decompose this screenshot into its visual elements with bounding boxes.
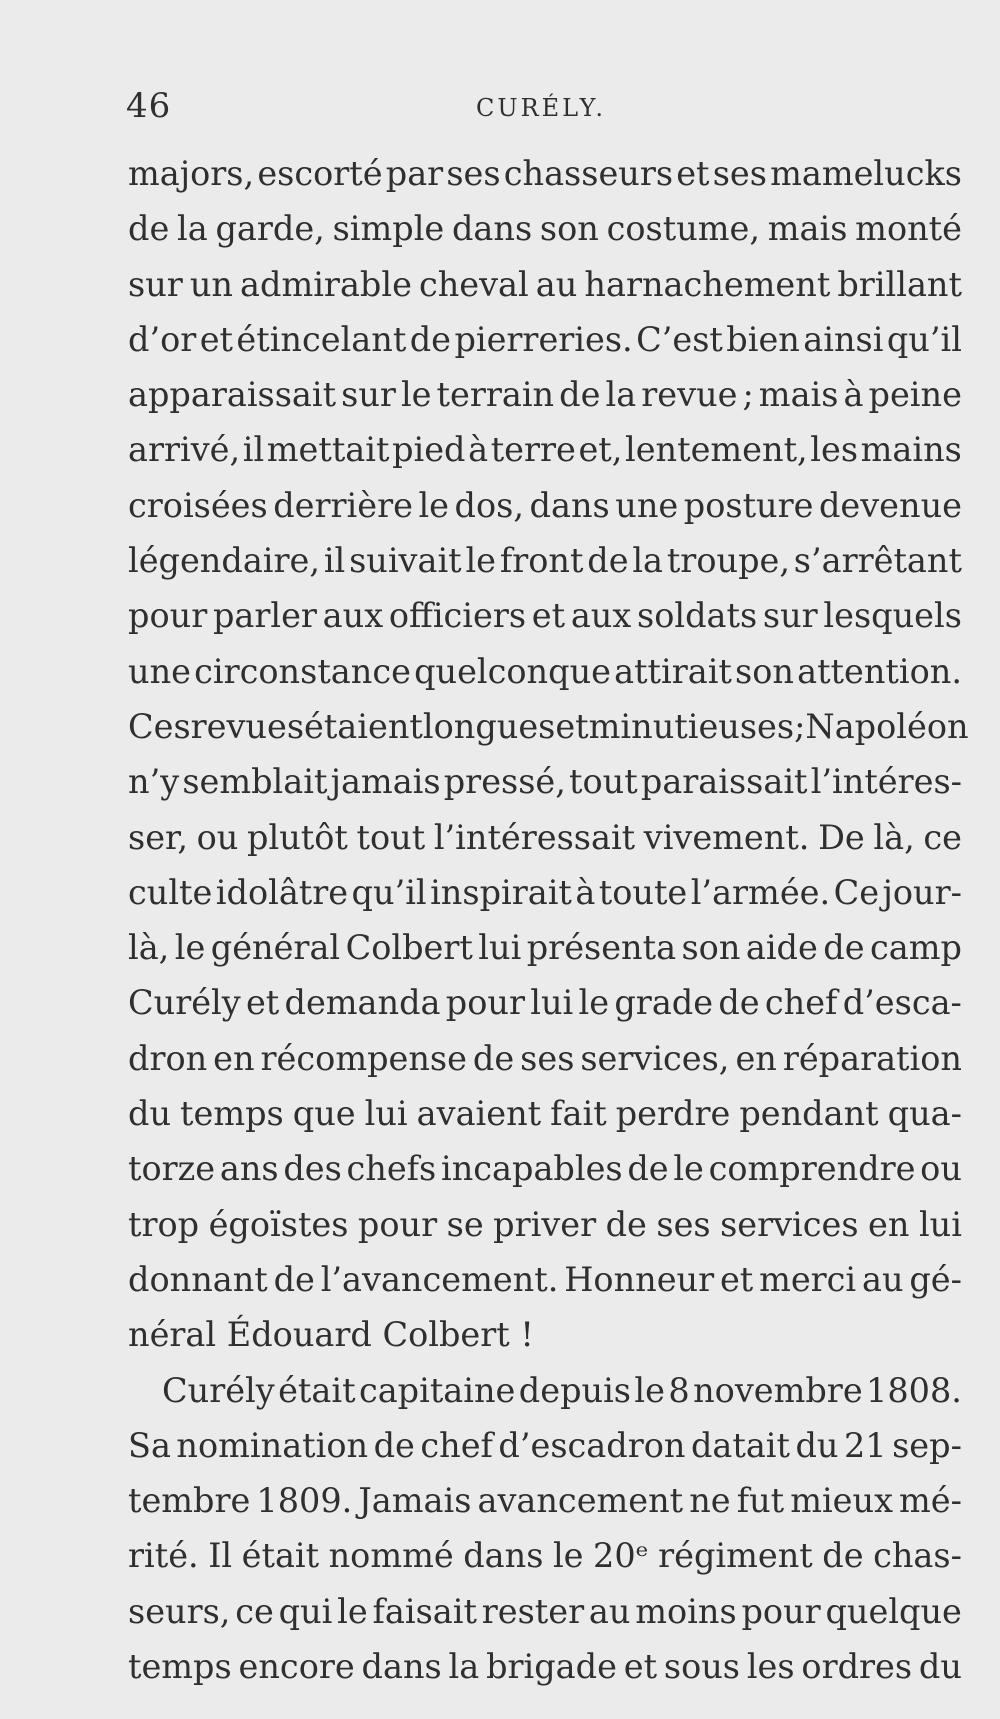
text-line: torze ans des chefs incapables de le comprendre ou xyxy=(128,1149,962,1189)
page-header xyxy=(126,86,962,136)
text-line: Curély et demanda pour lui le grade de chef d’esca- xyxy=(128,983,962,1023)
text-line: ser, ou plutôt tout l’intéressait vivement. De là, ce xyxy=(128,817,962,857)
text-line: tembre 1809. Jamais avancement ne fut mieux mé- xyxy=(128,1481,962,1521)
text-line: pour parler aux officiers et aux soldats sur lesquels xyxy=(128,596,962,636)
text-line: une circonstance quelconque attirait son attention. xyxy=(128,651,962,691)
body-text xyxy=(128,146,969,1694)
text-line: Ces revues étaient longues et minutieuses ; Napoléon xyxy=(128,706,969,746)
text-line: apparaissait sur le terrain de la revue ; mais à peine xyxy=(128,375,962,415)
text-line: sur un admirable cheval au harnachement brillant xyxy=(128,264,962,304)
text-line: rité. Il était nommé dans le 20ᵉ régiment de chas- xyxy=(128,1536,962,1576)
text-line: arrivé, il mettait pied à terre et, lentement, les mains xyxy=(128,430,962,470)
text-line: seurs, ce qui le faisait rester au moins pour quelque xyxy=(128,1591,962,1631)
text-line: de la garde, simple dans son costume, mais monté xyxy=(128,209,962,249)
text-line: là, le général Colbert lui présenta son aide de camp xyxy=(128,928,962,968)
text-line: légendaire, il suivait le front de la troupe, s’arrêtant xyxy=(128,541,962,581)
text-line: trop égoïstes pour se priver de ses services en lui xyxy=(128,1204,962,1244)
text-line: néral Édouard Colbert ! xyxy=(128,1315,534,1355)
text-line: croisées derrière le dos, dans une posture devenue xyxy=(128,485,962,525)
text-line: n’y semblait jamais pressé, tout paraissait l’intéres- xyxy=(128,762,962,802)
text-line: Sa nomination de chef d’escadron datait du 21 sep- xyxy=(128,1425,962,1465)
text-line: du temps que lui avaient fait perdre pendant qua- xyxy=(128,1094,962,1134)
running-title: CURÉLY. xyxy=(476,94,606,122)
text-line: donnant de l’avancement. Honneur et merci au gé- xyxy=(128,1259,962,1299)
text-line: culte idolâtre qu’il inspirait à toute l’armée. Ce jour- xyxy=(128,872,962,912)
text-line: dron en récompense de ses services, en réparation xyxy=(128,1038,962,1078)
page-number: 46 xyxy=(126,86,172,126)
text-line: majors, escorté par ses chasseurs et ses mamelucks xyxy=(128,154,962,193)
text-line: temps encore dans la brigade et sous les ordres du xyxy=(128,1647,962,1687)
text-line: d’or et étincelant de pierreries. C’est bien ainsi qu’il xyxy=(128,319,962,359)
text-line: Curély était capitaine depuis le 8 novembre 1808. xyxy=(162,1370,962,1410)
